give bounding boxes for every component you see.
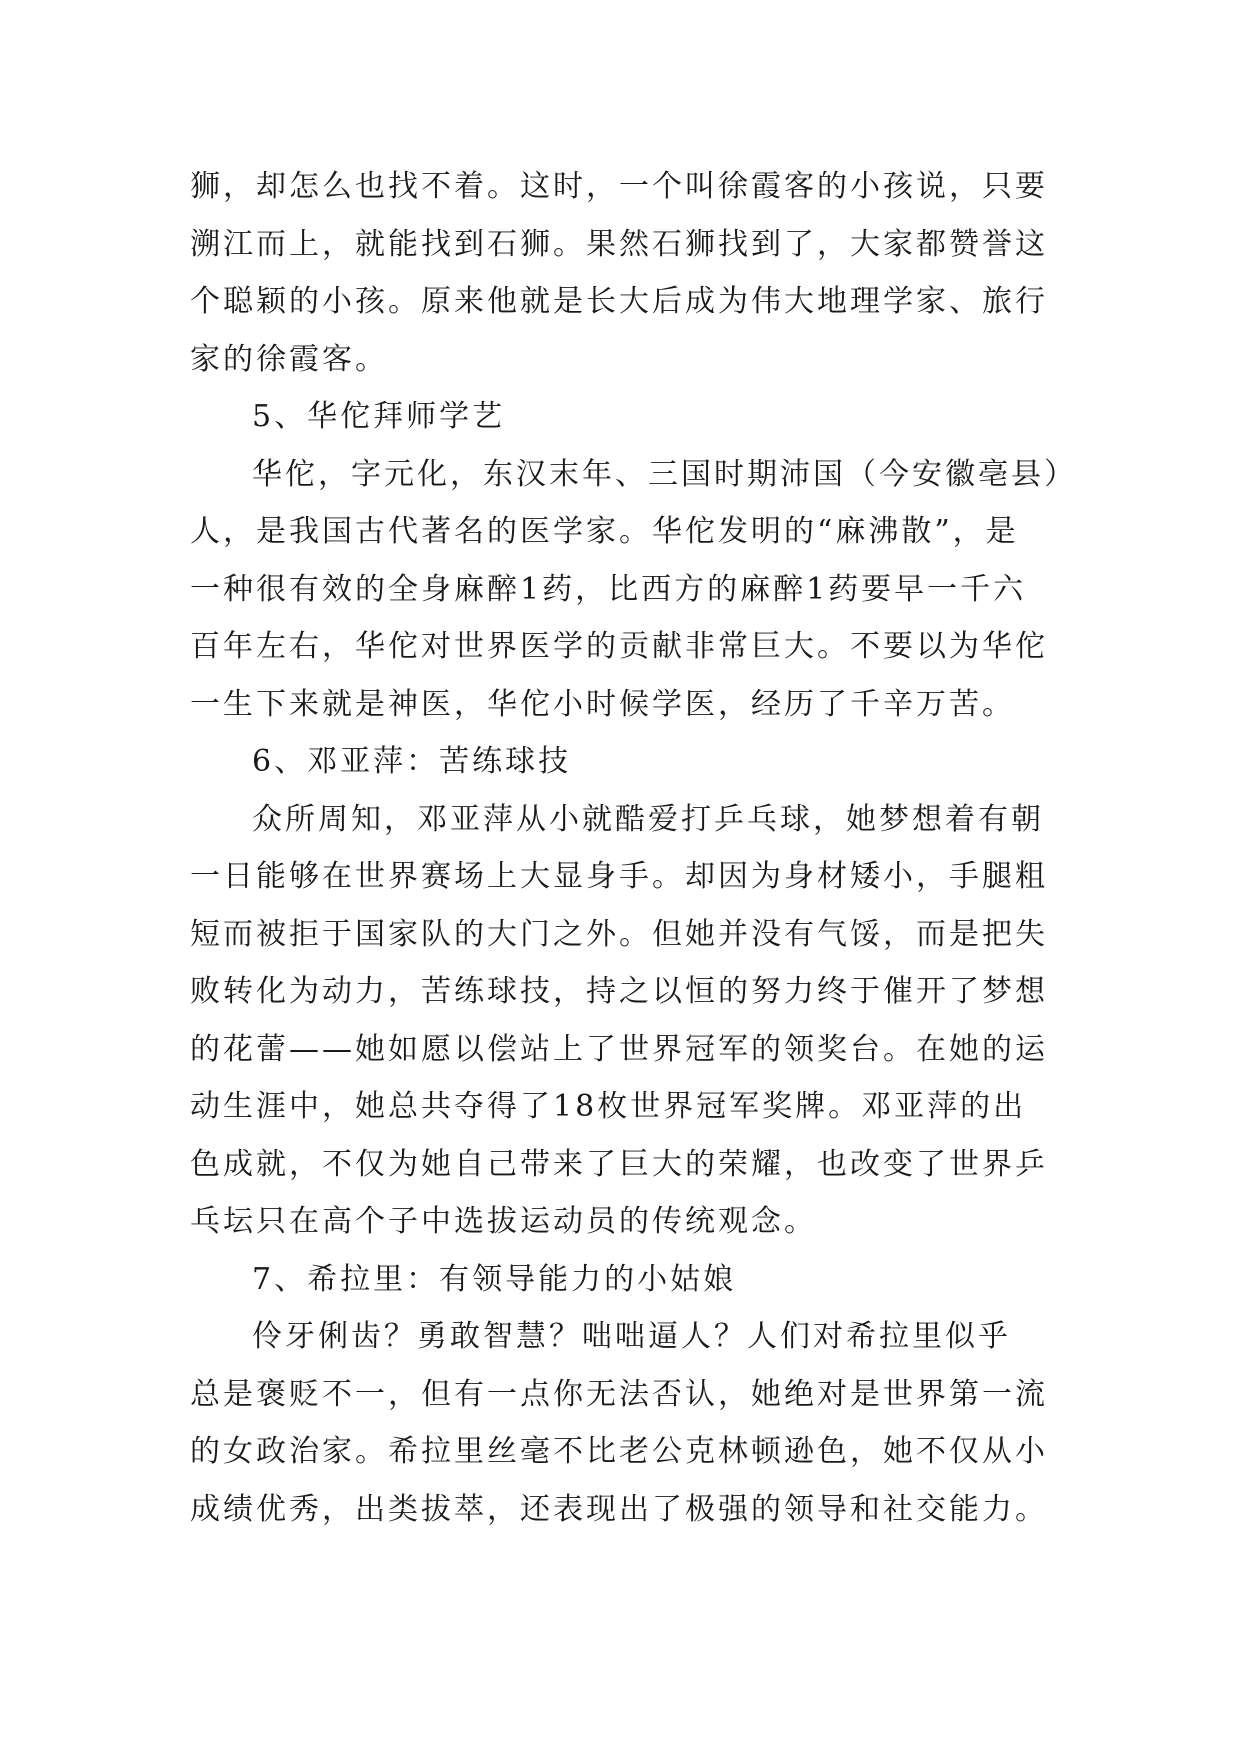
paragraph-line: 短而被拒于国家队的大门之外。但她并没有气馁，而是把失 [190,916,1048,952]
paragraph-line: 色成就，不仅为她自己带来了巨大的荣耀，也改变了世界乒 [190,1146,1048,1182]
paragraph-line: 家的徐霞客。 [190,341,388,377]
paragraph-line: 的花蕾——她如愿以偿站上了世界冠军的领奖台。在她的运 [190,1031,1048,1067]
paragraph-line: 百年左右，华佗对世界医学的贡献非常巨大。不要以为华佗 [190,629,1048,664]
paragraph-line: 伶牙俐齿？勇敢智慧？咄咄逼人？人们对希拉里似乎 [252,1319,1011,1354]
document-body [190,158,1077,1538]
paragraph-line: 众所周知，邓亚萍从小就酷爱打乒乓球，她梦想着有朝 [252,801,1044,837]
paragraph-line: 动生涯中，她总共夺得了18枚世界冠军奖牌。邓亚萍的出 [190,1089,1027,1124]
paragraph-line: 一生下来就是神医，华佗小时候学医，经历了千辛万苦。 [190,686,1015,722]
paragraph-line: 个聪颖的小孩。原来他就是长大后成为伟大地理学家、旅行 [190,284,1048,319]
paragraph-line: 一种很有效的全身麻醉1药，比西方的麻醉1药要早一千六 [190,571,1027,607]
paragraph-line: 的女政治家。希拉里丝毫不比老公克林顿逊色，她不仅从小 [190,1434,1048,1469]
paragraph-line: 狮，却怎么也找不着。这时，一个叫徐霞客的小孩说，只要 [190,169,1048,204]
paragraph-line: 总是褒贬不一，但有一点你无法否认，她绝对是世界第一流 [190,1376,1048,1412]
section-heading: 6、邓亚萍：苦练球技 [252,744,572,779]
paragraph-line: 溯江而上，就能找到石狮。果然石狮找到了，大家都赞誉这 [190,226,1048,262]
paragraph-line: 人，是我国古代著名的医学家。华佗发明的“麻沸散”，是 [190,514,1019,549]
paragraph-line: 华佗，字元化，东汉末年、三国时期沛国（今安徽亳县） [252,456,1077,492]
section-heading: 7、希拉里：有领导能力的小姑娘 [252,1261,737,1297]
paragraph-line: 败转化为动力，苦练球技，持之以恒的努力终于催开了梦想 [190,974,1048,1009]
paragraph-line: 成绩优秀，出类拔萃，还表现出了极强的领导和社交能力。 [190,1491,1048,1527]
paragraph-line: 一日能够在世界赛场上大显身手。却因为身材矮小，手腿粗 [190,859,1048,894]
paragraph-line: 乓坛只在高个子中选拔运动员的传统观念。 [190,1204,817,1239]
section-heading: 5、华佗拜师学艺 [252,399,506,434]
